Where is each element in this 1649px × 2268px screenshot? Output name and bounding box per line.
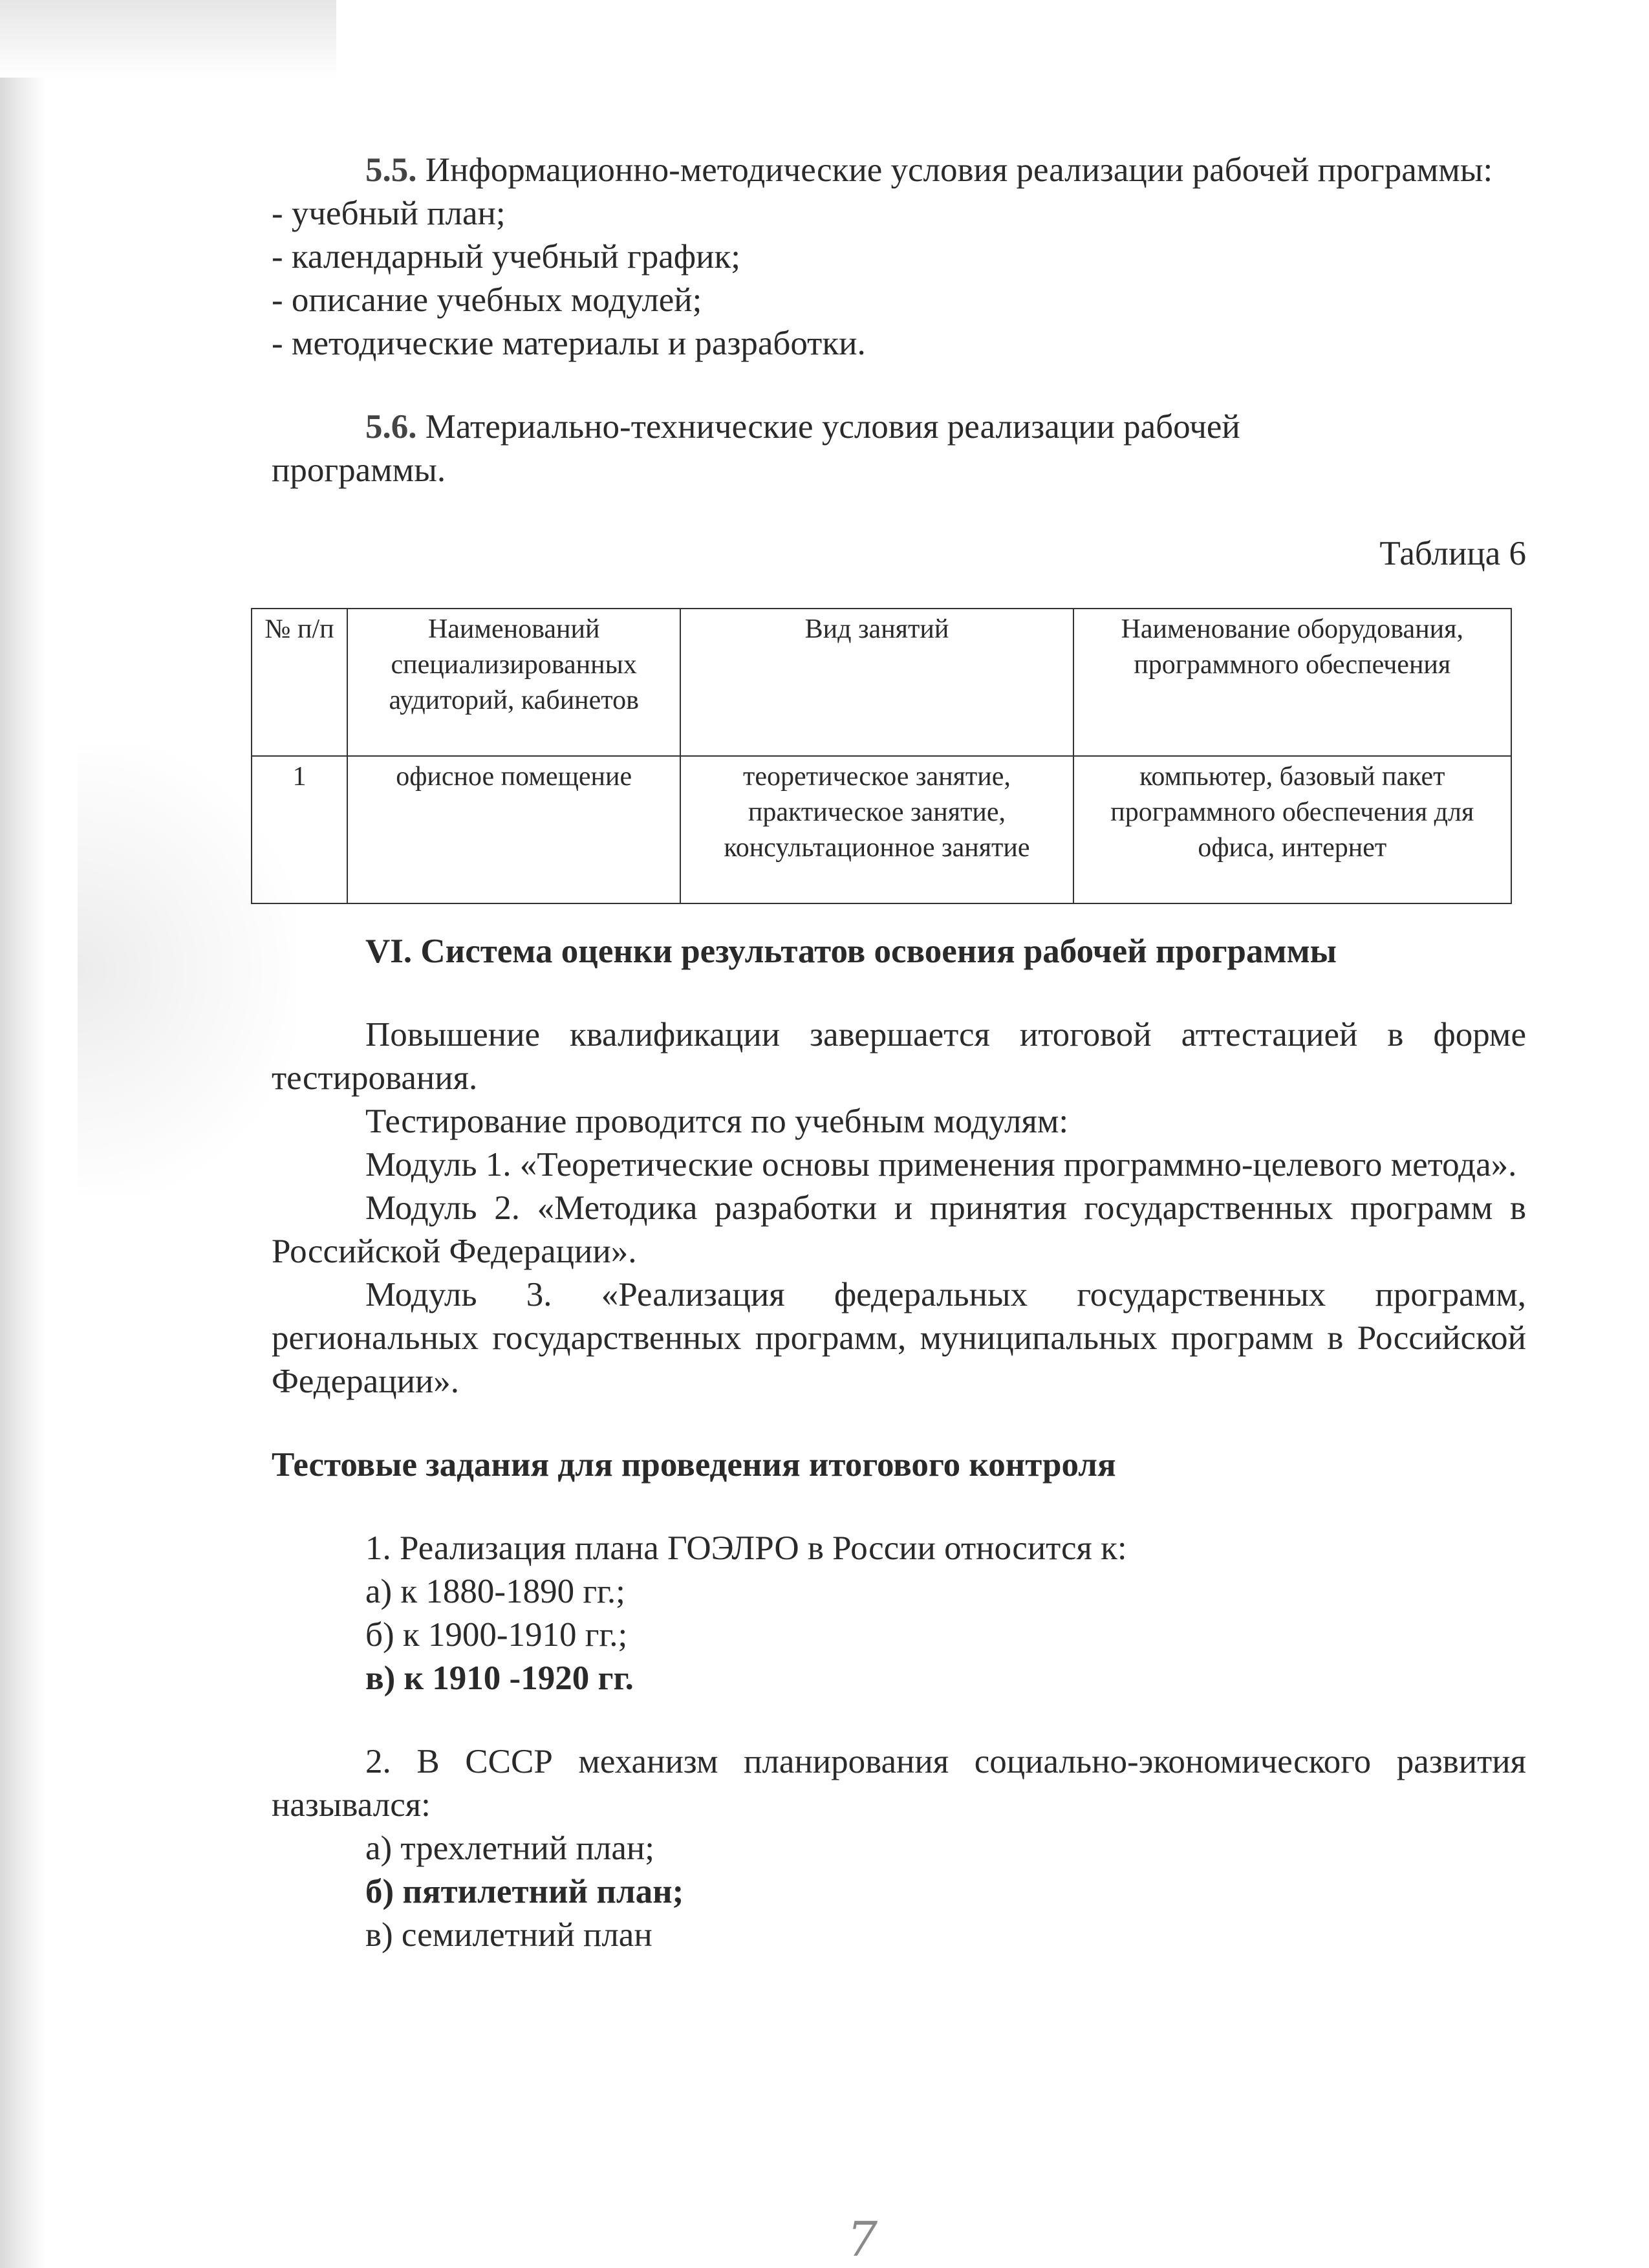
section-5-5-title: Информационно-методические условия реализации рабочей программы: xyxy=(425,151,1493,189)
test-question: 1. Реализация плана ГОЭЛРО в России относится к: xyxy=(365,1529,1127,1567)
table-header-row xyxy=(252,609,1511,756)
section-5-5-heading xyxy=(272,149,1526,192)
test-option: в) семилетний план xyxy=(365,1916,652,1954)
tests-heading: Тестовые задания для проведения итогового контроля xyxy=(272,1446,1116,1484)
section-6-paragraph: Модуль 3. «Реализация федеральных государственных программ, региональных государственных программ, муниципальных программ в Российской Федерации». xyxy=(272,1276,1526,1400)
scan-shadow-top xyxy=(0,0,336,78)
test-option: б) к 1900-1910 гг.; xyxy=(365,1616,628,1654)
document-page xyxy=(264,149,1526,1957)
test-option: а) к 1880-1890 гг.; xyxy=(365,1573,625,1610)
table-caption: Таблица 6 xyxy=(1379,535,1526,572)
table-cell: компьютер, базовый пакет программного обеспечения для офиса, интернет xyxy=(1073,756,1511,903)
section-6-paragraph: Модуль 2. «Методика разработки и принятия государственных программ в Российской Федерации». xyxy=(272,1189,1526,1270)
section-6-paragraph: Модуль 1. «Теоретические основы применения программно-целевого метода». xyxy=(365,1146,1517,1183)
table-cell: теоретическое занятие, практическое занятие, консультационное занятие xyxy=(680,756,1073,903)
section-5-6-heading xyxy=(272,405,1384,492)
table-row xyxy=(252,756,1511,903)
test-option: а) трехлетний план; xyxy=(365,1830,654,1867)
table-header-cell: № п/п xyxy=(252,609,347,756)
section-5-5-number: 5.5. xyxy=(365,151,417,189)
equipment-table xyxy=(251,608,1512,904)
section-5-5-item: - описание учебных модулей; xyxy=(272,281,702,319)
section-5-6-title: Материально-технические условия реализации рабочей программы. xyxy=(272,408,1240,489)
scan-shadow-left xyxy=(0,0,45,2268)
section-5-5-item: - календарный учебный график; xyxy=(272,238,740,275)
page-number: 7 xyxy=(847,2212,878,2267)
table-header-cell: Наименований специализированных аудиторий, кабинетов xyxy=(347,609,680,756)
section-6-heading: VI. Система оценки результатов освоения рабочей программы xyxy=(365,933,1337,970)
section-5-6-number: 5.6. xyxy=(365,408,417,446)
table-cell: 1 xyxy=(252,756,347,903)
table-header-cell: Наименование оборудования, программного обеспечения xyxy=(1073,609,1511,756)
table-header-cell: Вид занятий xyxy=(680,609,1073,756)
section-5-5-item: - учебный план; xyxy=(272,195,506,232)
test-question: 2. В СССР механизм планирования социально-экономического развития назывался: xyxy=(272,1743,1526,1824)
section-6-paragraph: Тестирование проводится по учебным модулям: xyxy=(365,1103,1069,1140)
section-5-5-item: - методические материалы и разработки. xyxy=(272,325,866,362)
table-cell: офисное помещение xyxy=(347,756,680,903)
section-6-paragraph: Повышение квалификации завершается итоговой аттестацией в форме тестирования. xyxy=(272,1016,1526,1097)
test-option-correct: б) пятилетний план; xyxy=(365,1873,684,1910)
test-option-correct: в) к 1910 -1920 гг. xyxy=(365,1659,634,1697)
